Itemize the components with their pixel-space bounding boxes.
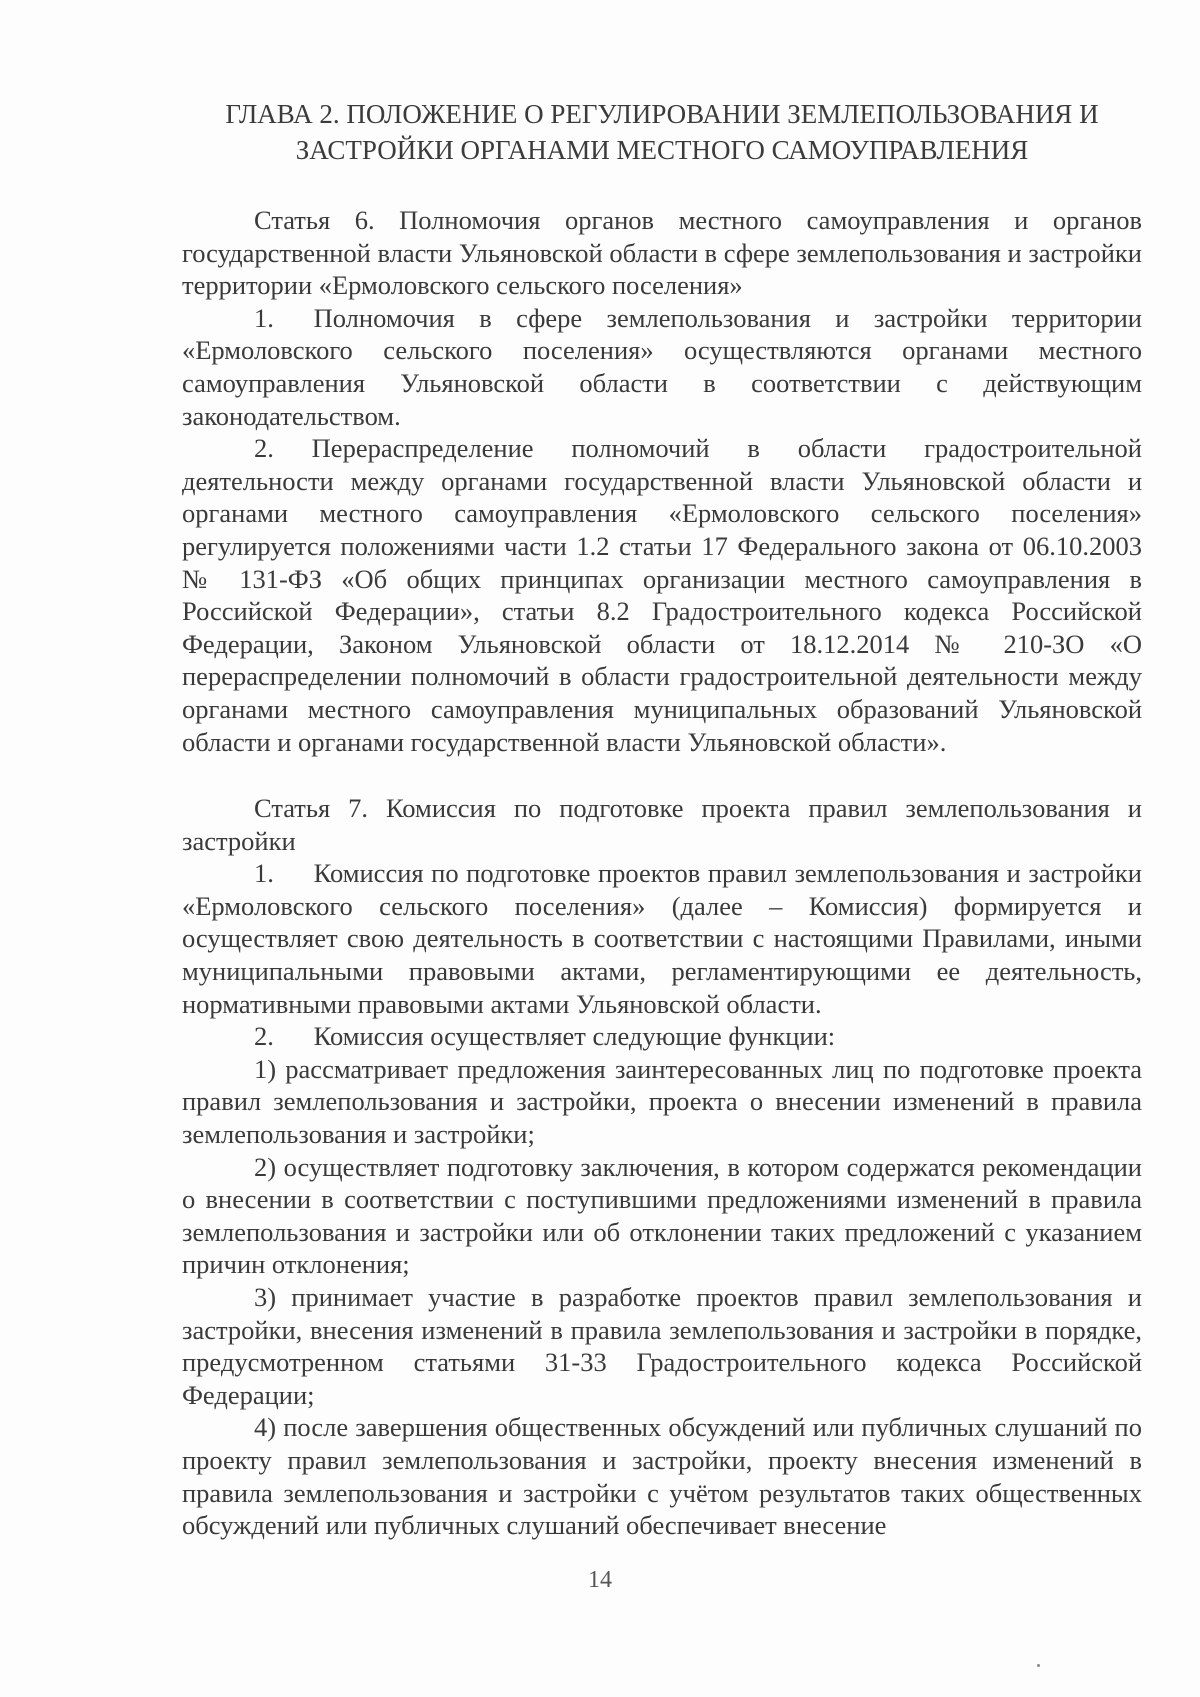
article-7-item-2: 2) осуществляет подготовку заключения, в котором содержатся рекомендации о внесении в соответствии с поступившими предложениями изменений в правила землепользования и застройки или об отклонении таких предложений с указанием причин отклонения;: [182, 1151, 1142, 1280]
article-7-item-1: 1) рассматривает предложения заинтересованных лиц по подготовке проекта правил землепользования и застройки, проекта о внесении изменений в правила землепользования и застройки;: [182, 1053, 1142, 1150]
article-7-paragraph-2: 2. Комиссия осуществляет следующие функции:: [254, 1021, 836, 1052]
article-6-paragraph-1: 1. Полномочия в сфере землепользования и застройки территории «Ермоловского сельского поселения» осуществляются органами местного самоуправления Ульяновской области в соответствии с действующим законодательством.: [182, 302, 1142, 431]
article-7-item-3: 3) принимает участие в разработке проектов правил землепользования и застройки, внесения изменений в правила землепользования и застройки в порядке, предусмотренном статьями 31-33 Градостроительного кодекса Российской Федерации;: [182, 1282, 1142, 1410]
chapter-title-line-2: ЗАСТРОЙКИ ОРГАНАМИ МЕСТНОГО САМОУПРАВЛЕНИЯ: [295, 135, 1029, 165]
article-6-paragraph-2: 2. Перераспределение полномочий в области градостроительной деятельности между органами государственной власти Ульяновской области и органами местного самоуправления «Ермоловского сельского поселения» регулируется положениями части 1.2 статьи 17 Федерального закона от 06.10.2003 № 131-ФЗ «Об общих принципах организации местного самоуправления в Российской Федерации», статьи 8.2 Градостроительного кодекса Российской Федерации, Законом Ульяновской области от 18.12.2014 № 210-ЗО «О перераспределении полномочий в области градостроительной деятельности между органами местного самоуправления муниципальных образований Ульяновской области и органами государственной власти Ульяновской области».: [182, 433, 1142, 757]
article-7-paragraph-1: 1. Комиссия по подготовке проектов правил землепользования и застройки «Ермоловского сельского поселения» (далее – Комиссия) формируется и осуществляет свою деятельность в соответствии с настоящими Правилами, иными муниципальными правовыми актами, регламентирующими ее деятельность, нормативными правовыми актами Ульяновской области.: [182, 858, 1142, 1019]
article-7-heading: Статья 7. Комиссия по подготовке проекта правил землепользования и застройки: [182, 793, 1142, 856]
section-gap: [182, 758, 1142, 792]
article-7-item-4: 4) после завершения общественных обсуждений или публичных слушаний по проекту правил землепользования и застройки, проекту внесения изменений в правила землепользования и застройки с учётом результатов таких общественных обсуждений или публичных слушаний обеспечивает внесение: [182, 1412, 1142, 1541]
scan-speck: [1037, 1664, 1040, 1667]
chapter-title: [182, 96, 1142, 168]
article-6-heading: Статья 6. Полномочия органов местного самоуправления и органов государственной власти Ульяновской области в сфере землепользования и застройки территории «Ермоловского сельского поселения»: [182, 205, 1142, 301]
page-content: [182, 96, 1142, 1542]
page-number: 14: [588, 1567, 612, 1593]
chapter-title-line-1: ГЛАВА 2. ПОЛОЖЕНИЕ О РЕГУЛИРОВАНИИ ЗЕМЛЕПОЛЬЗОВАНИЯ И: [225, 99, 1099, 129]
